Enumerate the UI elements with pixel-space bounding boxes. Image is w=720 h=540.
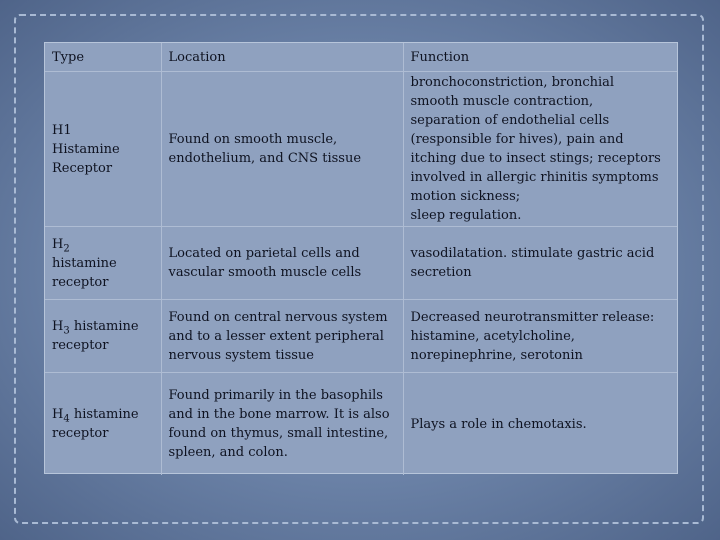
header-type: Type — [45, 43, 161, 72]
cell-function: bronchoconstriction, bronchial smooth muscle contraction, separation of endothelial cells (responsible for hives), pain and itching due to insect stings; receptors involved in allergic rhinitis symptoms motion sickness; sleep regulation. — [403, 72, 677, 227]
cell-location: Found on central nervous system and to a lesser extent peripheral nervous system tissue — [161, 300, 403, 373]
type-prefix: H — [52, 407, 64, 422]
cell-location: Found primarily in the basophils and in the bone marrow. It is also found on thymus, small intestine, spleen, and colon. — [161, 373, 403, 476]
table-row — [45, 227, 677, 300]
cell-function: vasodilatation. stimulate gastric acid secretion — [403, 227, 677, 300]
cell-location: Found on smooth muscle, endothelium, and CNS tissue — [161, 72, 403, 227]
cell-type: H1 Histamine Receptor — [45, 72, 161, 227]
type-subscript: 3 — [63, 325, 70, 337]
table-row — [45, 373, 677, 476]
cell-type — [45, 300, 161, 373]
type-rest: histamine receptor — [52, 407, 139, 441]
header-location: Location — [161, 43, 403, 72]
table-row — [45, 72, 677, 227]
type-rest: histamine receptor — [52, 319, 139, 353]
type-subscript: 4 — [63, 413, 70, 425]
type-prefix: H — [52, 236, 64, 252]
table-panel — [44, 42, 678, 474]
type-rest: histamine receptor — [52, 255, 117, 290]
type-prefix: H — [52, 319, 64, 334]
cell-type — [45, 373, 161, 476]
table-row — [45, 300, 677, 373]
histamine-receptor-table — [45, 43, 677, 475]
cell-location: Located on parietal cells and vascular smooth muscle cells — [161, 227, 403, 300]
cell-function: Plays a role in chemotaxis. — [410, 416, 587, 432]
table-header-row — [45, 43, 677, 72]
header-function: Function — [403, 43, 677, 72]
cell-function: Decreased neurotransmitter release: histamine, acetylcholine, norepinephrine, serotonin — [403, 300, 677, 373]
cell-type — [45, 227, 161, 300]
type-subscript: 2 — [63, 243, 70, 255]
